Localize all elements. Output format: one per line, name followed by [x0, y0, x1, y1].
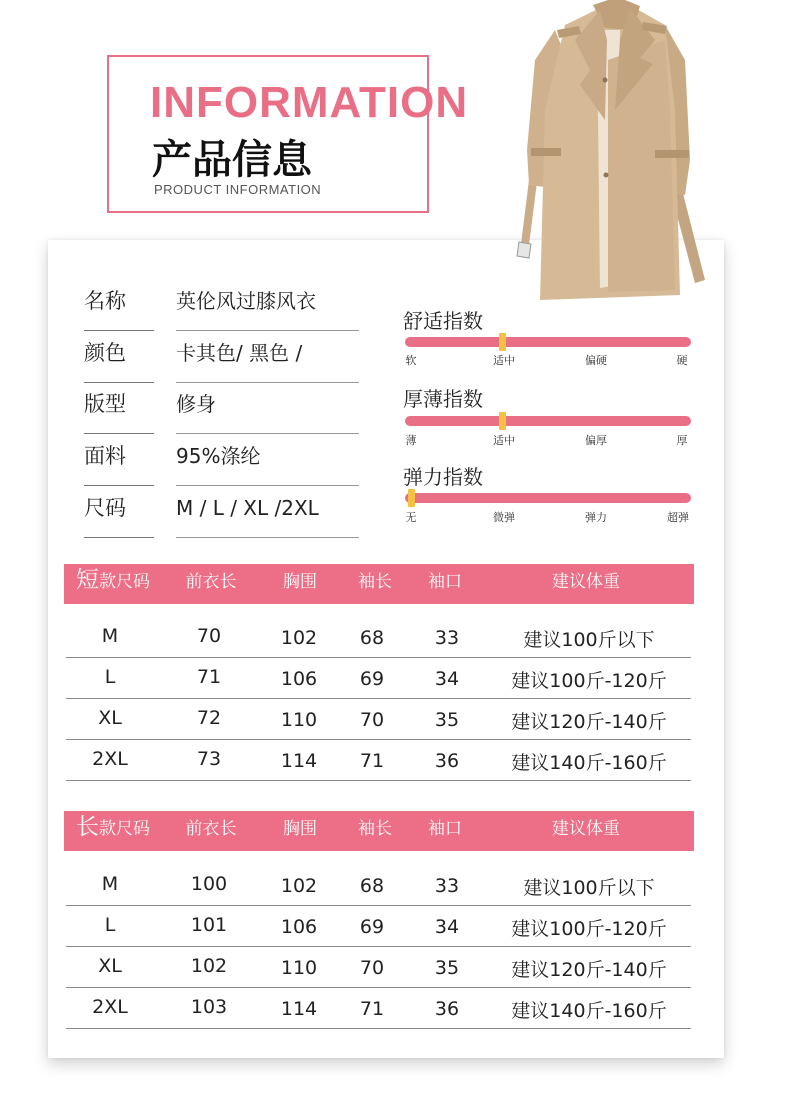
col-chest: 胸围 — [283, 572, 317, 592]
cell-size: XL — [98, 707, 122, 729]
attr-key: 颜色 — [84, 335, 154, 383]
cell-length: 103 — [190, 996, 228, 1018]
thickness-label-thick: 厚 — [676, 434, 688, 447]
cell-chest: 114 — [280, 750, 318, 772]
comfort-label-hard: 硬 — [676, 354, 688, 367]
col-sleeve: 袖长 — [358, 819, 392, 839]
thickness-index-title: 厚薄指数 — [403, 387, 483, 411]
trench-coat-image — [505, 0, 720, 305]
cell-chest: 106 — [280, 668, 318, 690]
elasticity-label-slight: 微弹 — [493, 511, 515, 524]
cell-weight: 建议140斤-160斤 — [511, 1000, 667, 1022]
cell-weight: 建议100斤以下 — [523, 877, 655, 899]
cell-length: 102 — [190, 955, 228, 977]
long-table-header — [64, 811, 694, 851]
table-row — [66, 988, 691, 1029]
comfort-index-title: 舒适指数 — [403, 309, 483, 333]
col-chest: 胸围 — [283, 819, 317, 839]
cell-chest: 110 — [280, 957, 318, 979]
elasticity-index-bar — [405, 493, 691, 503]
cell-length: 73 — [196, 748, 222, 770]
comfort-label-firmish: 偏硬 — [585, 354, 607, 367]
cell-cuff: 35 — [434, 709, 460, 731]
table-row — [66, 740, 691, 781]
cell-sleeve: 69 — [359, 668, 385, 690]
cell-size: M — [101, 625, 119, 647]
cell-cuff: 36 — [434, 998, 460, 1020]
attr-row-fit — [84, 386, 359, 434]
cell-cuff: 35 — [434, 957, 460, 979]
cell-cuff: 33 — [434, 627, 460, 649]
thickness-label-thickish: 偏厚 — [585, 434, 607, 447]
cell-length: 101 — [190, 914, 228, 936]
thickness-index-marker — [499, 412, 506, 430]
col-cuff: 袖口 — [428, 572, 462, 592]
cell-weight: 建议100斤以下 — [523, 629, 655, 651]
comfort-index-bar — [405, 337, 691, 347]
elasticity-index-title: 弹力指数 — [403, 465, 483, 489]
short-lead-char: 短 — [76, 567, 99, 593]
attr-value: 英伦风过膝风衣 — [176, 283, 359, 331]
thickness-index-bar — [405, 416, 691, 426]
cell-sleeve: 68 — [359, 875, 385, 897]
cell-length: 72 — [196, 707, 222, 729]
cell-cuff: 34 — [434, 916, 460, 938]
attr-value: M / L / XL /2XL — [176, 490, 359, 538]
cell-cuff: 33 — [434, 875, 460, 897]
col-front-length: 前衣长 — [185, 572, 237, 592]
comfort-label-soft: 软 — [405, 354, 417, 367]
cell-size: L — [104, 914, 116, 936]
cell-chest: 110 — [280, 709, 318, 731]
attr-row-size — [84, 490, 359, 538]
table-row — [66, 906, 691, 947]
col-weight: 建议体重 — [552, 819, 620, 839]
elasticity-label-none: 无 — [405, 511, 417, 524]
col-sleeve: 袖长 — [358, 572, 392, 592]
cell-chest: 106 — [280, 916, 318, 938]
short-table-header — [64, 564, 694, 604]
cell-size: M — [101, 873, 119, 895]
cell-weight: 建议120斤-140斤 — [511, 959, 667, 981]
attr-key: 尺码 — [84, 490, 154, 538]
elasticity-index-marker — [408, 489, 415, 507]
cell-chest: 114 — [280, 998, 318, 1020]
cell-sleeve: 71 — [359, 998, 385, 1020]
thickness-label-medium: 适中 — [493, 434, 515, 447]
col-weight: 建议体重 — [552, 572, 620, 592]
thickness-label-thin: 薄 — [405, 434, 417, 447]
cell-size: L — [104, 666, 116, 688]
long-table-title — [76, 809, 150, 847]
table-row — [66, 699, 691, 740]
attr-row-fabric — [84, 438, 359, 486]
attr-key: 面料 — [84, 438, 154, 486]
cell-length: 71 — [196, 666, 222, 688]
cell-cuff: 34 — [434, 668, 460, 690]
attr-key: 名称 — [84, 283, 154, 331]
table-row — [66, 947, 691, 988]
header-subtitle: PRODUCT INFORMATION — [154, 182, 322, 197]
cell-sleeve: 69 — [359, 916, 385, 938]
cell-size: 2XL — [92, 996, 128, 1018]
cell-weight: 建议100斤-120斤 — [511, 918, 667, 940]
header-title-en: INFORMATION — [150, 78, 469, 127]
long-lead-char: 长 — [76, 814, 99, 840]
cell-sleeve: 70 — [359, 709, 385, 731]
cell-length: 100 — [190, 873, 228, 895]
col-cuff: 袖口 — [428, 819, 462, 839]
cell-length: 70 — [196, 625, 222, 647]
cell-sleeve: 71 — [359, 750, 385, 772]
cell-sleeve: 70 — [359, 957, 385, 979]
elasticity-label-stretch: 弹力 — [585, 511, 607, 524]
cell-size: 2XL — [92, 748, 128, 770]
cell-weight: 建议120斤-140斤 — [511, 711, 667, 733]
attr-value: 修身 — [176, 386, 359, 434]
cell-chest: 102 — [280, 627, 318, 649]
attr-row-color — [84, 335, 359, 383]
short-table-title — [76, 562, 150, 600]
attr-row-name — [84, 283, 359, 331]
cell-weight: 建议100斤-120斤 — [511, 670, 667, 692]
cell-weight: 建议140斤-160斤 — [511, 752, 667, 774]
attr-value: 卡其色/ 黑色 / — [176, 335, 359, 383]
comfort-index-marker — [499, 333, 506, 351]
table-row — [66, 617, 691, 658]
short-lead-rest: 款尺码 — [99, 572, 150, 592]
comfort-label-medium: 适中 — [493, 354, 515, 367]
table-row — [66, 658, 691, 699]
table-row — [66, 865, 691, 906]
cell-sleeve: 68 — [359, 627, 385, 649]
cell-chest: 102 — [280, 875, 318, 897]
cell-size: XL — [98, 955, 122, 977]
elasticity-label-super: 超弹 — [667, 511, 689, 524]
cell-cuff: 36 — [434, 750, 460, 772]
header-title-cn: 产品信息 — [152, 137, 312, 183]
attr-value: 95%涤纶 — [176, 438, 359, 486]
attr-key: 版型 — [84, 386, 154, 434]
col-front-length: 前衣长 — [185, 819, 237, 839]
long-lead-rest: 款尺码 — [99, 819, 150, 839]
